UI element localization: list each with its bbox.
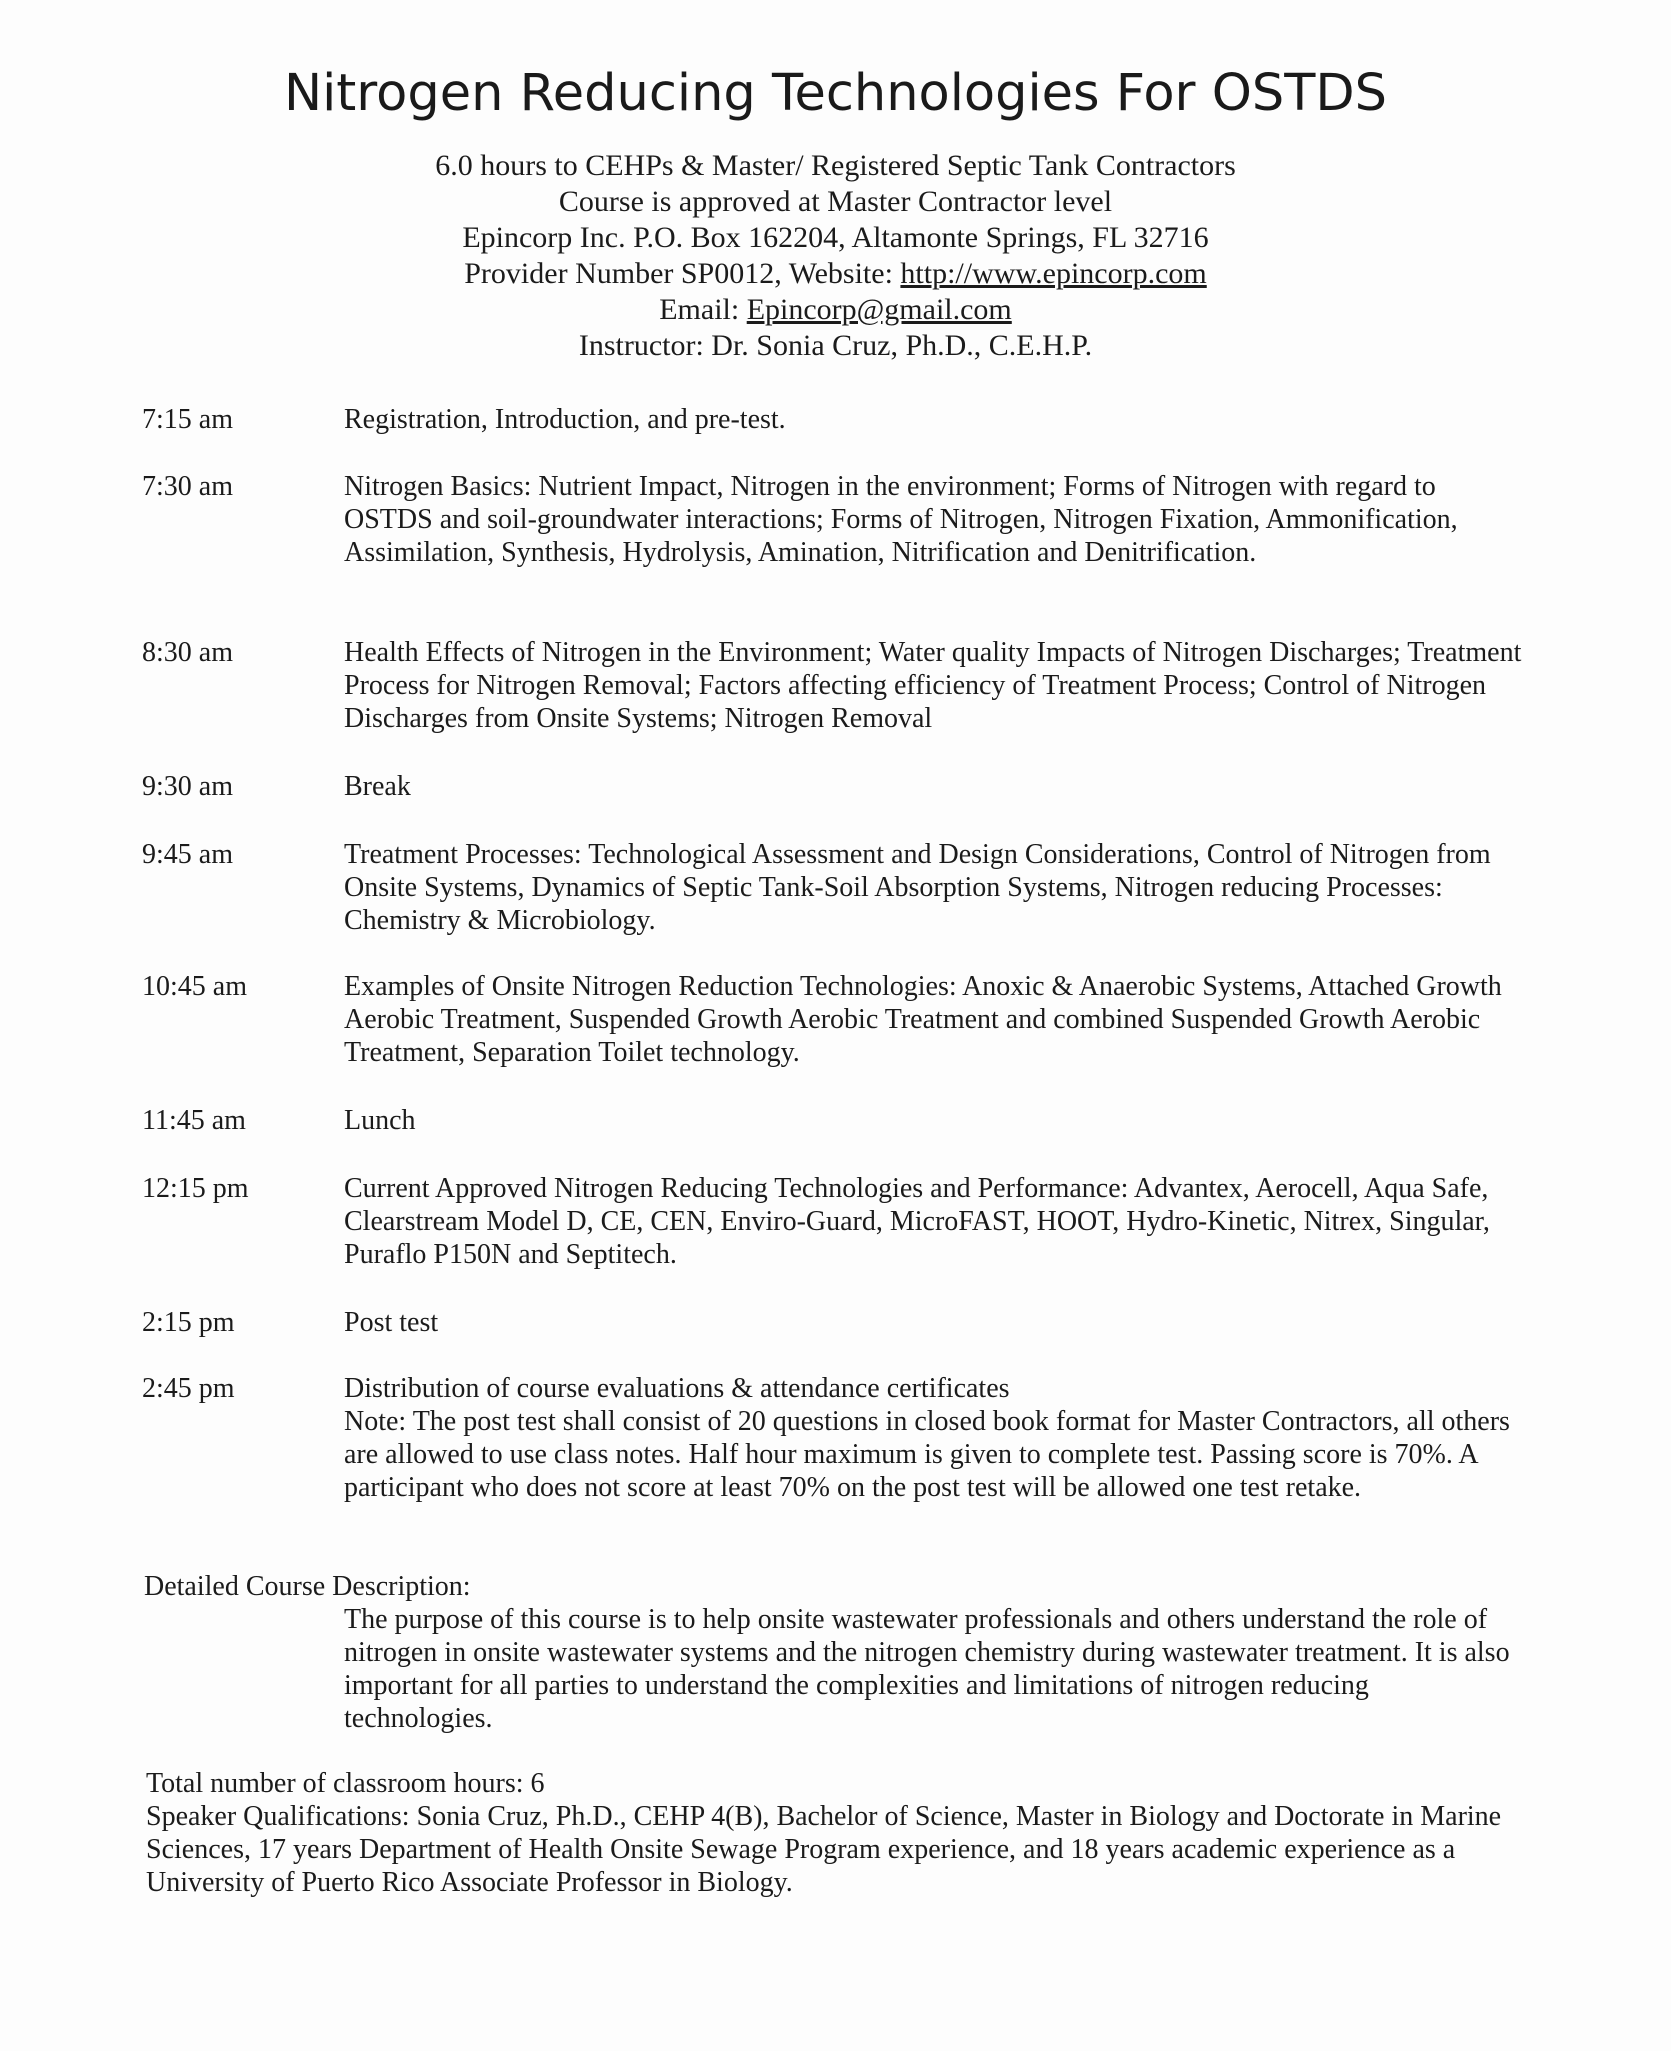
schedule-text: Post test (344, 1307, 439, 1338)
total-hours: Total number of classroom hours: 6 (146, 1768, 545, 1799)
speaker-qualifications: Speaker Qualifications: Sonia Cruz, Ph.D., CEHP 4(B), Bachelor of Science, Master in Biology and Doctorate in Marine Sciences, 17 years Department of Health Onsite Sewage Program experience, and 18 years academic experience as a University of Puerto Rico Associate Professor in Biology. (146, 1801, 1502, 1898)
schedule-text (344, 1372, 1529, 1504)
provider-line (0, 256, 1671, 292)
website-link[interactable]: http://www.epincorp.com (900, 257, 1207, 290)
email-prefix: Email: (659, 293, 747, 326)
schedule-time: 2:15 pm (142, 1307, 235, 1338)
schedule-text: Lunch (344, 1105, 416, 1136)
address-line: Epincorp Inc. P.O. Box 162204, Altamonte Springs, FL 32716 (462, 221, 1209, 254)
schedule-text: Break (344, 771, 411, 802)
schedule-item-text: Distribution of course evaluations & attendance certificates (344, 1373, 1010, 1404)
schedule-time: 12:15 pm (142, 1173, 249, 1204)
schedule-time: 2:45 pm (142, 1373, 235, 1404)
schedule-text: Registration, Introduction, and pre-test. (344, 404, 786, 435)
schedule-time: 7:15 am (142, 404, 233, 435)
schedule-time: 11:45 am (142, 1105, 246, 1136)
schedule-text: Nitrogen Basics: Nutrient Impact, Nitrogen in the environment; Forms of Nitrogen with regard to OSTDS and soil-groundwater interactions; Forms of Nitrogen, Nitrogen Fixation, Ammonification, Assimilation, Synthesis, Hydrolysis, Amination, Nitrification and Denitrification. (344, 471, 1458, 568)
schedule-text: Examples of Onsite Nitrogen Reduction Technologies: Anoxic & Anaerobic Systems, Attached Growth Aerobic Treatment, Suspended Growth Aerobic Treatment and combined Suspended Growth Aerobic Treatment, Separation Toilet technology. (344, 971, 1502, 1068)
approval-line: Course is approved at Master Contractor level (558, 185, 1113, 218)
schedule-time: 8:30 am (142, 637, 233, 668)
document-title: Nitrogen Reducing Technologies For OSTDS (283, 64, 1388, 123)
hours-line: 6.0 hours to CEHPs & Master/ Registered Septic Tank Contractors (435, 149, 1236, 182)
description-text: The purpose of this course is to help onsite wastewater professionals and others understand the role of nitrogen in onsite wastewater systems and the nitrogen chemistry during wastewater treatment. It is also important for all parties to understand the complexities and limitations of nitrogen reducing technologies. (344, 1604, 1510, 1734)
provider-prefix: Provider Number SP0012, Website: (464, 257, 901, 290)
schedule-text: Current Approved Nitrogen Reducing Technologies and Performance: Advantex, Aerocell, Aqua Safe, Clearstream Model D, CE, CEN, Enviro-Guard, MicroFAST, HOOT, Hydro-Kinetic, Nitrex, Singular, Puraflo P150N and Septitech. (344, 1173, 1490, 1270)
schedule-text: Health Effects of Nitrogen in the Environment; Water quality Impacts of Nitrogen Discharges; Treatment Process for Nitrogen Removal; Factors affecting efficiency of Treatment Process; Control of Nitrogen Discharges from Onsite Systems; Nitrogen Removal (344, 637, 1522, 734)
schedule-time: 10:45 am (142, 971, 247, 1002)
schedule-time: 7:30 am (142, 471, 233, 502)
footer (146, 1767, 1526, 1899)
description-label: Detailed Course Description: (144, 1571, 471, 1602)
instructor-line: Instructor: Dr. Sonia Cruz, Ph.D., C.E.H.P. (578, 329, 1093, 362)
course-header (0, 148, 1671, 364)
schedule-time: 9:30 am (142, 771, 233, 802)
schedule-time: 9:45 am (142, 839, 233, 870)
email-link[interactable]: Epincorp@gmail.com (746, 293, 1012, 326)
email-line (0, 292, 1671, 328)
schedule-text: Treatment Processes: Technological Assessment and Design Considerations, Control of Nitrogen from Onsite Systems, Dynamics of Septic Tank-Soil Absorption Systems, Nitrogen reducing Processes: Chemistry & Microbiology. (344, 839, 1491, 936)
post-test-note: Note: The post test shall consist of 20 questions in closed book format for Master Contractors, all others are allowed to use class notes. Half hour maximum is given to complete test. Passing score is 70%. A participant who does not score at least 70% on the post test will be allowed one test retake. (344, 1406, 1510, 1503)
